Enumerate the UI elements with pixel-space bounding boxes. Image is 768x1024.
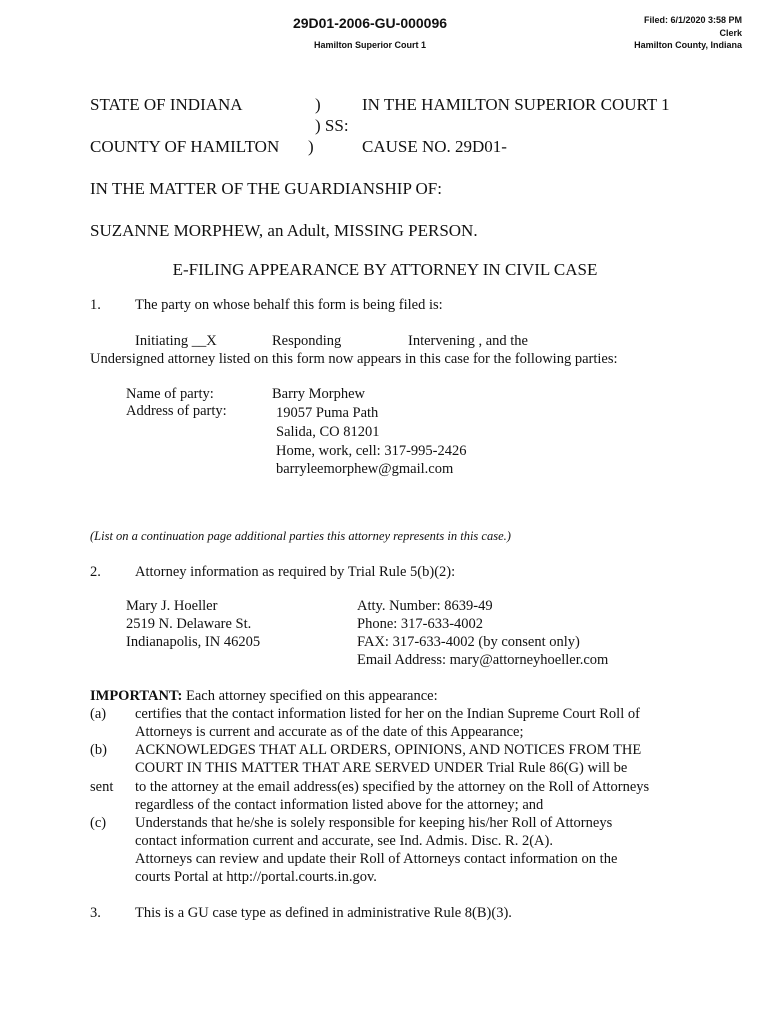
header-county: Hamilton County, Indiana bbox=[634, 40, 742, 50]
attorney-fax: FAX: 317-633-4002 (by consent only) bbox=[357, 634, 580, 650]
caption-county: COUNTY OF HAMILTON bbox=[90, 137, 280, 156]
item-a-line: Attorneys is current and accurate as of the date of this Appearance; bbox=[135, 724, 524, 740]
header-clerk: Clerk bbox=[719, 28, 742, 38]
item-b-line: to the attorney at the email address(es) specified by the attorney on the Roll of Attorneys bbox=[135, 779, 650, 795]
important-label: IMPORTANT: bbox=[90, 688, 183, 704]
item-a-label: (a) bbox=[90, 706, 107, 722]
section-1-number: 1. bbox=[90, 297, 101, 313]
initiating-option: Initiating __X bbox=[135, 333, 217, 349]
caption-paren-2: ) bbox=[308, 137, 314, 156]
section-2-number: 2. bbox=[90, 564, 101, 580]
intervening-option: Intervening , and the bbox=[408, 333, 528, 349]
item-b-line: ACKNOWLEDGES THAT ALL ORDERS, OPINIONS, AND NOTICES FROM THE bbox=[135, 742, 642, 758]
section-3-text: This is a GU case type as defined in administrative Rule 8(B)(3). bbox=[135, 905, 512, 921]
section-2-text: Attorney information as required by Trial Rule 5(b)(2): bbox=[135, 564, 456, 580]
caption-paren-1: ) bbox=[315, 95, 321, 114]
item-c-label: (c) bbox=[90, 815, 107, 831]
header-filed: Filed: 6/1/2020 3:58 PM bbox=[643, 15, 742, 25]
item-c-line: courts Portal at http://portal.courts.in.gov. bbox=[135, 869, 377, 885]
caption-state: STATE OF INDIANA bbox=[90, 95, 243, 114]
item-c-line: contact information current and accurate, see Ind. Admis. Disc. R. 2(A). bbox=[135, 833, 553, 849]
party-phone: Home, work, cell: 317-995-2426 bbox=[276, 443, 467, 459]
attorney-email: Email Address: mary@attorneyhoeller.com bbox=[357, 652, 609, 668]
item-b-line: COURT IN THIS MATTER THAT ARE SERVED UNDER Trial Rule 86(G) will be bbox=[135, 760, 628, 776]
attorney-phone: Phone: 317-633-4002 bbox=[357, 616, 484, 632]
caption-court: IN THE HAMILTON SUPERIOR COURT 1 bbox=[362, 95, 670, 114]
header-case-number: 29D01-2006-GU-000096 bbox=[292, 15, 448, 31]
continuation-note: (List on a continuation page additional parties this attorney represents in this case.) bbox=[90, 529, 511, 543]
caption-cause-number: CAUSE NO. 29D01- bbox=[362, 137, 507, 156]
section-3-number: 3. bbox=[90, 905, 101, 921]
party-address-label: Address of party: bbox=[126, 403, 227, 419]
caption-ss: ) SS: bbox=[315, 116, 349, 135]
party-name-label: Name of party: bbox=[126, 386, 214, 402]
item-b-sent: sent bbox=[90, 779, 114, 795]
important-paragraph bbox=[90, 688, 438, 705]
undersigned-text: Undersigned attorney listed on this form now appears in this case for the following parties: bbox=[90, 351, 618, 367]
important-intro: Each attorney specified on this appearance: bbox=[182, 688, 438, 704]
attorney-city: Indianapolis, IN 46205 bbox=[126, 634, 261, 650]
section-1-text: The party on whose behalf this form is being filed is: bbox=[135, 297, 443, 313]
item-a-line: certifies that the contact information listed for her on the Indian Supreme Court Roll of bbox=[135, 706, 640, 722]
item-c-line: Attorneys can review and update their Roll of Attorneys contact information on the bbox=[135, 851, 618, 867]
document-title: E-FILING APPEARANCE BY ATTORNEY IN CIVIL CASE bbox=[172, 260, 598, 279]
item-b-label: (b) bbox=[90, 742, 107, 758]
caption-matter: IN THE MATTER OF THE GUARDIANSHIP OF: bbox=[90, 179, 442, 198]
header-court: Hamilton Superior Court 1 bbox=[313, 40, 426, 50]
responding-option: Responding bbox=[272, 333, 342, 349]
caption-subject: SUZANNE MORPHEW, an Adult, MISSING PERSON. bbox=[90, 221, 478, 240]
item-c-line: Understands that he/she is solely responsible for keeping his/her Roll of Attorneys bbox=[135, 815, 613, 831]
item-b-line: regardless of the contact information listed above for the attorney; and bbox=[135, 797, 544, 813]
attorney-name: Mary J. Hoeller bbox=[126, 598, 218, 614]
attorney-street: 2519 N. Delaware St. bbox=[126, 616, 252, 632]
party-address-line: 19057 Puma Path bbox=[276, 405, 379, 421]
party-address-line: Salida, CO 81201 bbox=[276, 424, 380, 440]
party-email: barryleemorphew@gmail.com bbox=[276, 461, 454, 477]
party-name: Barry Morphew bbox=[272, 386, 366, 402]
attorney-number: Atty. Number: 8639-49 bbox=[357, 598, 493, 614]
